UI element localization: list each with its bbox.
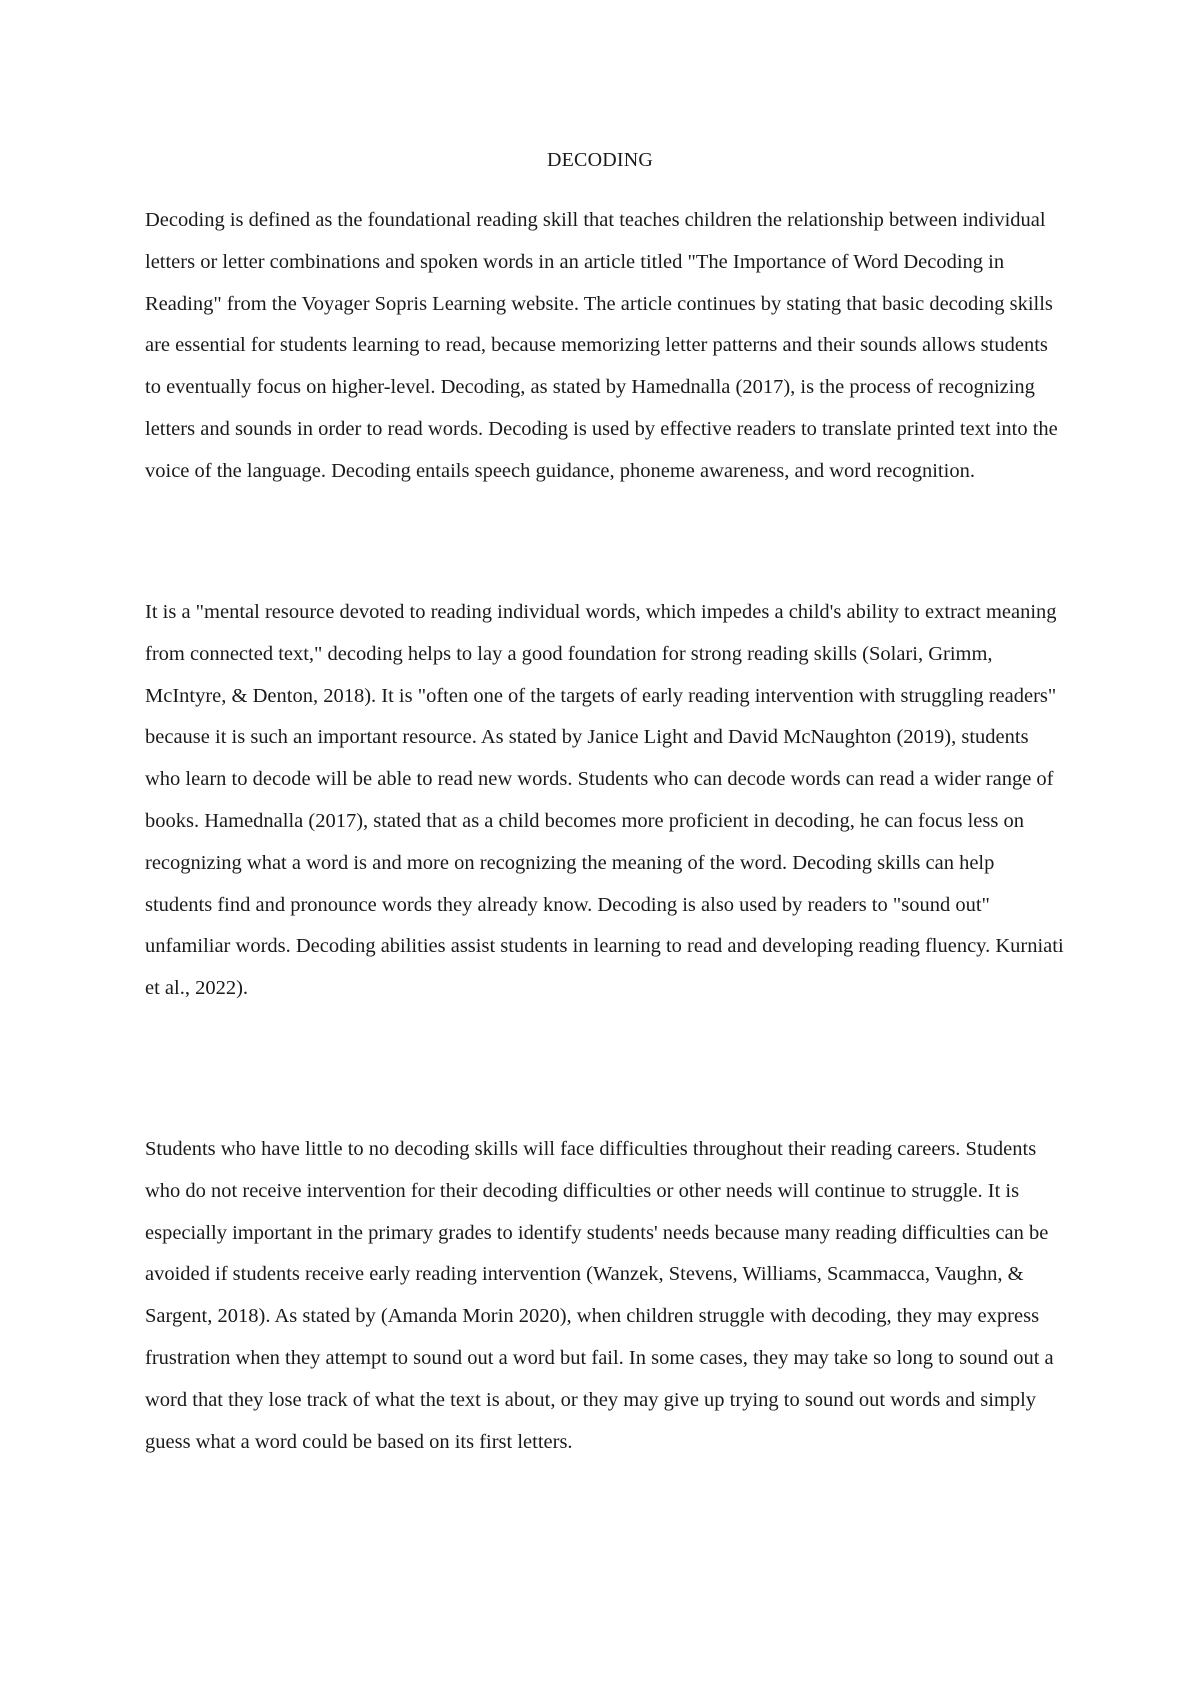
document-title: DECODING — [546, 149, 654, 171]
paragraph-definition: Decoding is defined as the foundational reading skill that teaches children the relationship between individual letters or letter combinations and spoken words in an article titled "The Importance of Word Decoding in Reading" from the Voyager Sopris Learning website. The article continues by stating that basic decoding skills are essential for students learning to read, because memorizing letter patterns and their sounds allows students to eventually focus on higher-level. Decoding, as stated by Hamednalla (2017), is the process of recognizing letters and sounds in order to read words. Decoding is used by effective readers to translate printed text into the voice of the language. Decoding entails speech guidance, phoneme awareness, and word recognition. — [145, 209, 1058, 482]
paragraph-difficulties: Students who have little to no decoding skills will face difficulties throughout their reading careers. Students who do not receive intervention for their decoding difficulties or other needs will continue to struggle. It is especially important in the primary grades to identify students' needs because many reading difficulties can be avoided if students receive early reading intervention (Wanzek, Stevens, Williams, Scammacca, Vaughn, & Sargent, 2018). As stated by (Amanda Morin 2020), when children struggle with decoding, they may express frustration when they attempt to sound out a word but fail. In some cases, they may take so long to sound out a word that they lose track of what the text is about, or they may give up trying to sound out words and simply guess what a word could be based on its first letters. — [145, 1138, 1054, 1453]
paragraph-mental-resource: It is a "mental resource devoted to reading individual words, which impedes a child's ability to extract meaning from connected text," decoding helps to lay a good foundation for strong reading skills (Solari, Grimm, McIntyre, & Denton, 2018). It is "often one of the targets of early reading intervention with struggling readers" because it is such an important resource. As stated by Janice Light and David McNaughton (2019), students who learn to decode will be able to read new words. Students who can decode words can read a wider range of books. Hamednalla (2017), stated that as a child becomes more proficient in decoding, he can focus less on recognizing what a word is and more on recognizing the meaning of the word. Decoding skills can help students find and pronounce words they already know. Decoding is also used by readers to "sound out" unfamiliar words. Decoding abilities assist students in learning to read and developing reading fluency. Kurniati et al., 2022). — [145, 601, 1064, 1000]
